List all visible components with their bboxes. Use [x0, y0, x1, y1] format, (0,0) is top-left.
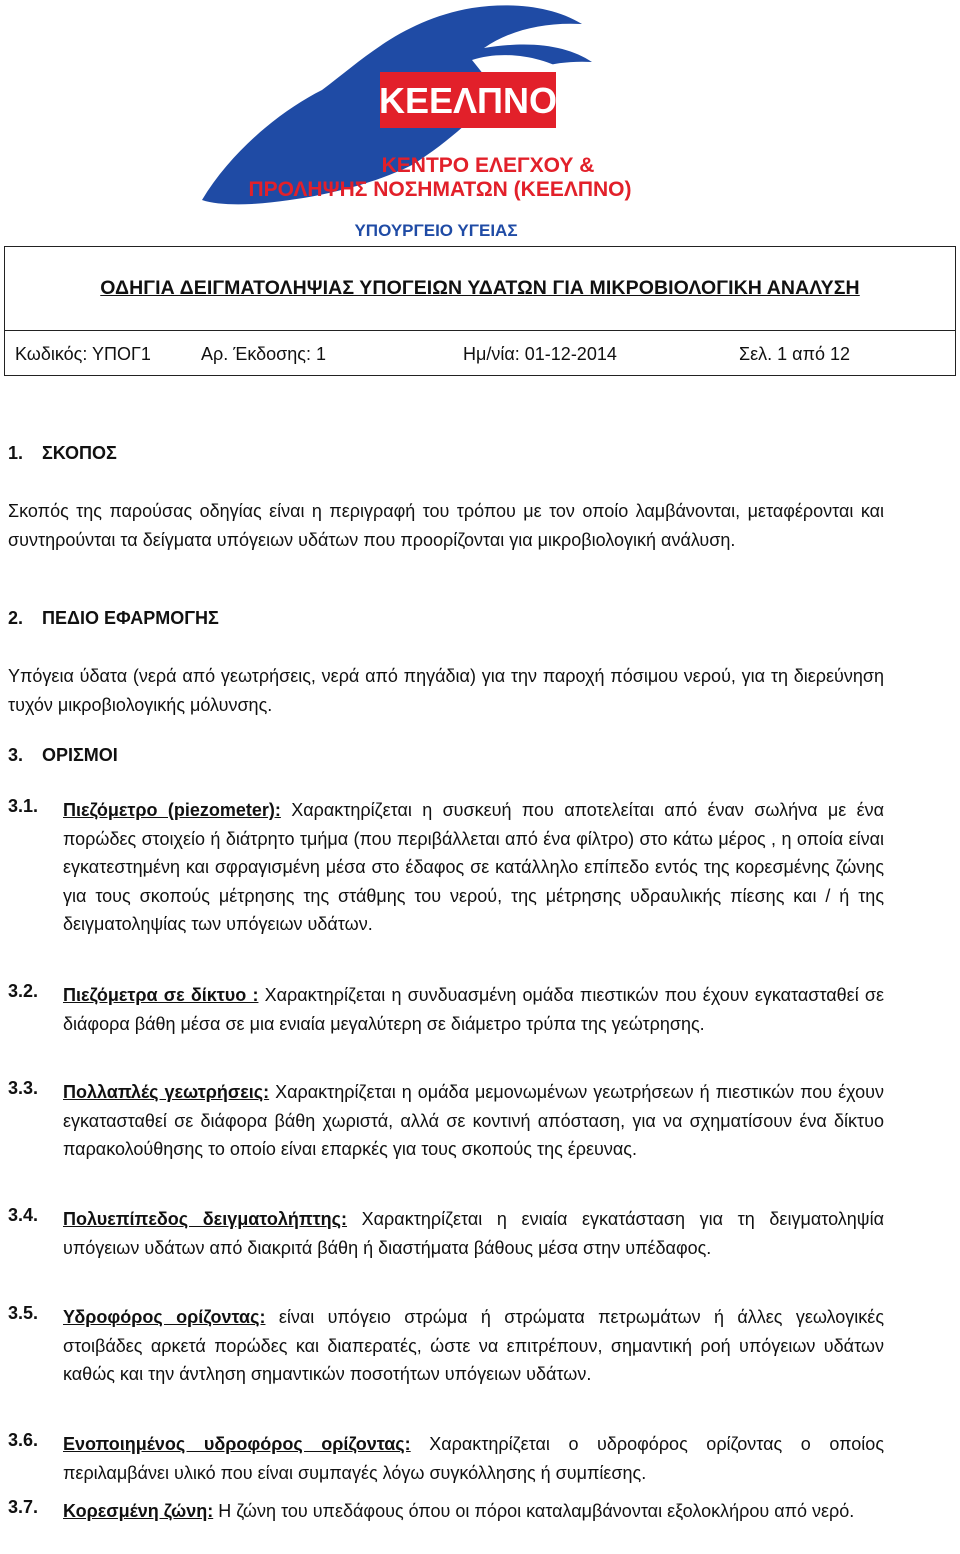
definition-number: 3.7.: [8, 1497, 39, 1517]
definition-term: Ενοποιημένος υδροφόρος ορίζοντας:: [63, 1434, 411, 1454]
definition-number: 3.5.: [8, 1303, 39, 1323]
definition-item: [8, 1430, 884, 1487]
organization-logo: [172, 0, 716, 244]
definition-item: [8, 1078, 884, 1164]
section-text-scope: Σκοπός της παρούσας οδηγίας είναι η περιγραφή του τρόπου με τον οποίο λαμβάνονται, μεταφέρονται και συντηρούνται τα δείγματα υπόγειων υδάτων που προορίζονται για μικροβιολογική ανάλυση.: [8, 501, 884, 550]
document-title: ΟΔΗΓΙΑ ΔΕΙΓΜΑΤΟΛΗΨΙΑΣ ΥΠΟΓΕΙΩΝ ΥΔΑΤΩΝ ΓΙΑ ΜΙΚΡΟΒΙΟΛΟΓΙΚΗ ΑΝΑΛΥΣΗ: [100, 277, 860, 299]
section-heading-definitions: [8, 745, 118, 766]
definition-item: [8, 796, 884, 939]
section-number: 3.: [8, 745, 24, 765]
section-title: ΠΕΔΙΟ ΕΦΑΡΜΟΓΗΣ: [42, 608, 219, 628]
document-version: Αρ. Έκδοσης: 1: [201, 344, 326, 364]
document-date: Ημ/νία: 01-12-2014: [463, 344, 617, 364]
definition-number: 3.6.: [8, 1430, 39, 1450]
definition-term: Πιεζόμετρο (piezometer):: [63, 800, 281, 820]
definition-number: 3.2.: [8, 981, 39, 1001]
definition-item: [8, 981, 884, 1038]
definition-term: Πολλαπλές γεωτρήσεις:: [63, 1082, 270, 1102]
section-title: ΣΚΟΠΟΣ: [42, 443, 117, 463]
definition-term: Πολυεπίπεδος δειγματολήπτης:: [63, 1209, 348, 1229]
section-heading-scope-of-application: [8, 608, 219, 629]
definition-term: Κορεσμένη ζώνη:: [63, 1501, 214, 1521]
definition-number: 3.4.: [8, 1205, 39, 1225]
definition-number: 3.3.: [8, 1078, 39, 1098]
definition-item: [8, 1497, 884, 1526]
definition-text: Χαρακτηρίζεται η ομάδα μεμονωμένων γεωτρήσεων ή πιεστικών που έχουν εγκατασταθεί σε διάφορα βάθη χωριστά, αλλά σε κοντινή απόσταση, για να σχηματίσουν ένα δίκτυο παρακολούθησης το οποίο είναι επαρκές για τους σκοπούς της έρευνας.: [63, 1082, 884, 1159]
definition-term: Υδροφόρος ορίζοντας:: [63, 1307, 266, 1327]
org-full-name-line2: ΠΡΟΛΗΨΗΣ ΝΟΣΗΜΑΤΩΝ (ΚΕΕΛΠΝΟ): [248, 178, 632, 201]
definition-text: Χαρακτηρίζεται η ενιαία εγκατάσταση για τη δειγματοληψία υπόγειων υδάτων από διακριτά βάθη ή διαστήματα βάθους μέσα στην υπέδαφος.: [63, 1209, 884, 1258]
page-number: Σελ. 1 από 12: [739, 344, 851, 364]
section-heading-scope: [8, 443, 117, 464]
section-text-application: Υπόγεια ύδατα (νερά από γεωτρήσεις, νερά από πηγάδια) για την παροχή πόσιμου νερού, για τη διερεύνηση τυχόν μικροβιολογικής μόλυνσης.: [8, 666, 884, 715]
section-number: 2.: [8, 608, 24, 628]
definition-text: Χαρακτηρίζεται ο υδροφόρος ορίζοντας ο οποίος περιλαμβάνει υλικό που είναι συμπαγές λόγω συγκόλλησης ή συμπίεσης.: [63, 1434, 884, 1483]
document-code: Κωδικός: ΥΠΟΓ1: [15, 344, 151, 364]
org-name: ΚΕΕΛΠΝΟ: [378, 80, 558, 121]
definition-term: Πιεζόμετρα σε δίκτυο :: [63, 985, 259, 1005]
definition-text: Χαρακτηρίζεται η συσκευή που αποτελείται από έναν σωλήνα με ένα πορώδες στοιχείο ή διάτρητο τμήμα (που περιβάλλεται από ένα φίλτρο) στο κάτω μέρος , η οποία είναι εγκατεστημένη και σφραγισμένη μέσα στο έδαφος σε κατάλληλο επίπεδο εντός της κορεσμένης ζώνης για τους σκοπούς μέτρησης της στάθμης του νερού, της μέτρησης υδραυλικής πίεσης και / ή της δειγματοληψίας των υπόγειων υδάτων.: [63, 800, 884, 934]
definition-text: Χαρακτηρίζεται η συνδυασμένη ομάδα πιεστικών που έχουν εγκατασταθεί σε διάφορα βάθη μέσα σε μια ενιαία μεγαλύτερη σε διάμετρο τρύπα της γεώτρησης.: [63, 985, 885, 1034]
header-divider: [5, 330, 955, 331]
definition-item: [8, 1205, 884, 1262]
definition-item: [8, 1303, 884, 1389]
definition-number: 3.1.: [8, 796, 39, 816]
section-number: 1.: [8, 443, 24, 463]
definition-text: Η ζώνη του υπεδάφους όπου οι πόροι καταλαμβάνονται εξολοκλήρου από νερό.: [213, 1501, 855, 1521]
section-title: ΟΡΙΣΜΟΙ: [42, 745, 118, 765]
document-header-table: [4, 246, 956, 376]
org-full-name-line1: ΚΕΝΤΡΟ ΕΛΕΓΧΟΥ &: [381, 154, 595, 177]
ministry-name: ΥΠΟΥΡΓΕΙΟ ΥΓΕΙΑΣ: [354, 221, 518, 240]
definition-text: είναι υπόγειο στρώμα ή στρώματα πετρωμάτων ή άλλες γεωλογικές στοιβάδες αρκετά πορώδες και διαπερατές, ώστε να επιτρέπουν, σημαντική ροή υπόγειων υδάτων καθώς και την άντληση σημαντικών ποσοτήτων υπόγειων υδάτων.: [63, 1307, 884, 1384]
